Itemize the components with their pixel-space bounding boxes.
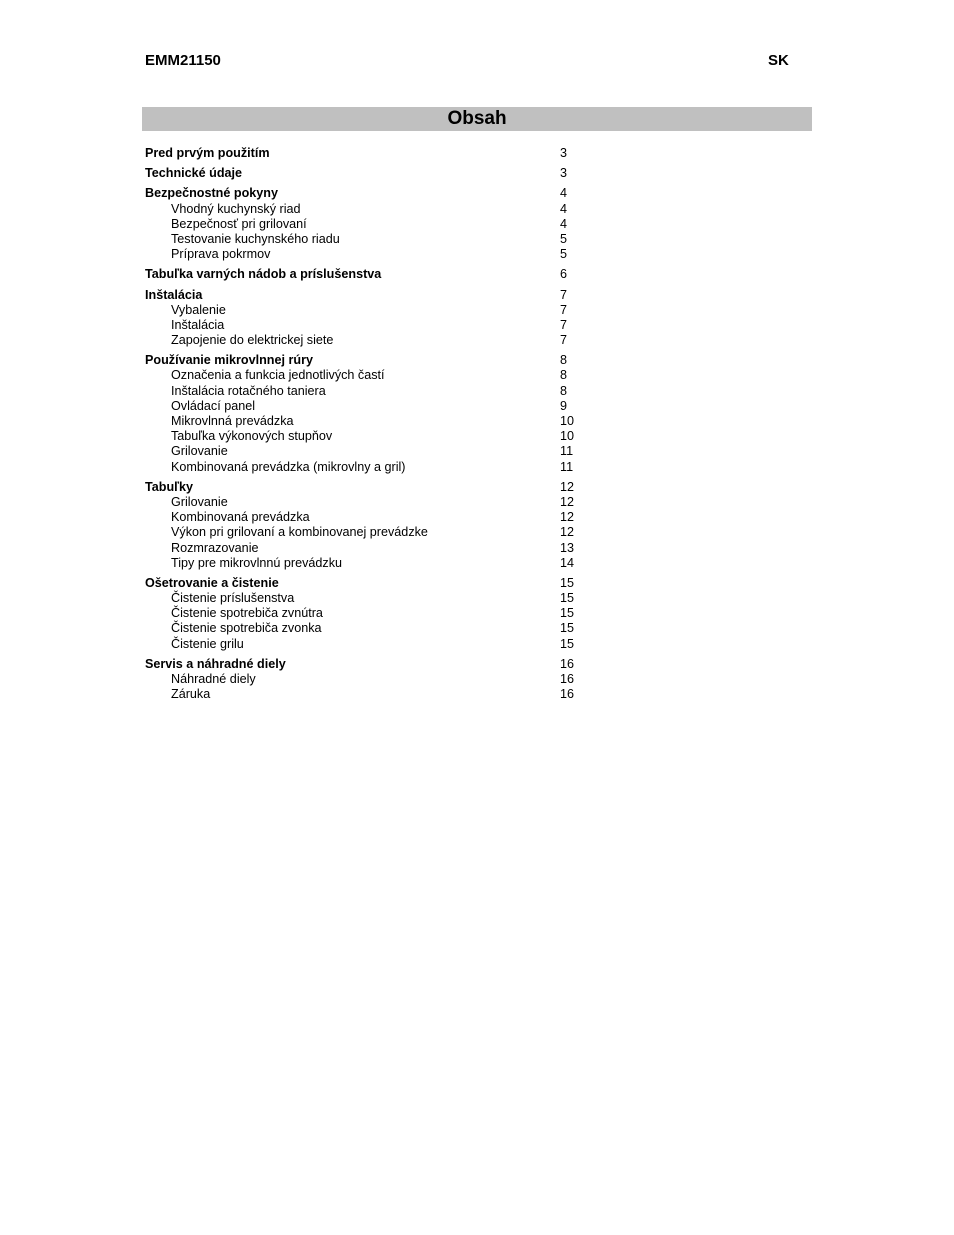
toc-subentry bbox=[145, 637, 585, 652]
toc-subentry bbox=[145, 202, 585, 217]
toc-subentry bbox=[145, 232, 585, 247]
toc-entry-label: Výkon pri grilovaní a kombinovanej prevádzke bbox=[171, 525, 428, 540]
toc-entry-label: Tabuľka varných nádob a príslušenstva bbox=[145, 267, 382, 282]
toc-subentry bbox=[145, 460, 585, 475]
toc-page-number: 5 bbox=[560, 247, 568, 262]
toc-page-number: 4 bbox=[560, 186, 568, 201]
toc-page-number: 12 bbox=[560, 525, 575, 540]
toc-entry-label: Ošetrovanie a čistenie bbox=[145, 575, 279, 590]
toc-entry-label: Používanie mikrovlnnej rúry bbox=[145, 353, 313, 368]
toc-subentry bbox=[145, 444, 585, 459]
toc-page-number: 11 bbox=[560, 459, 574, 474]
toc-page-number: 10 bbox=[560, 429, 575, 444]
toc-page-number: 12 bbox=[560, 510, 575, 525]
toc-section bbox=[145, 576, 585, 652]
toc-entry-label: Označenia a funkcia jednotlivých častí bbox=[171, 368, 385, 383]
toc-page-number: 11 bbox=[560, 444, 574, 459]
toc-page-number: 15 bbox=[560, 621, 575, 636]
toc-page-number: 16 bbox=[560, 672, 575, 686]
toc-entry-label: Inštalácia rotačného taniera bbox=[171, 383, 326, 398]
toc-page-number: 15 bbox=[560, 636, 575, 651]
toc-section bbox=[145, 166, 585, 181]
toc-page-number: 12 bbox=[560, 494, 575, 509]
toc-subentry bbox=[145, 687, 585, 702]
toc-section bbox=[145, 353, 585, 475]
toc-section-heading bbox=[145, 576, 585, 591]
model-number: EMM21150 bbox=[145, 52, 221, 69]
toc-subentry bbox=[145, 384, 585, 399]
toc-entry-label: Tabuľky bbox=[145, 479, 194, 494]
toc-page-number: 7 bbox=[560, 302, 568, 317]
toc-section bbox=[145, 267, 585, 282]
toc-page-number: 15 bbox=[560, 591, 575, 606]
toc-page-number: 3 bbox=[560, 146, 568, 160]
toc-section bbox=[145, 480, 585, 571]
toc-section-heading bbox=[145, 186, 585, 201]
toc-section-heading bbox=[145, 267, 585, 282]
toc-page-number: 12 bbox=[560, 479, 575, 494]
toc-section-heading bbox=[145, 353, 585, 368]
toc-entry-label: Vhodný kuchynský riad bbox=[171, 201, 301, 216]
toc-page-number: 16 bbox=[560, 656, 575, 671]
toc-page-number: 8 bbox=[560, 383, 568, 398]
toc-entry-label: Čistenie spotrebiča zvonka bbox=[171, 621, 322, 636]
toc-section bbox=[145, 146, 585, 161]
toc-entry-label: Technické údaje bbox=[145, 166, 243, 181]
toc-entry-label: Grilovanie bbox=[171, 444, 228, 459]
toc-entry-label: Príprava pokrmov bbox=[171, 247, 271, 262]
table-of-contents bbox=[145, 146, 585, 707]
toc-entry-label: Bezpečnosť pri grilovaní bbox=[171, 216, 307, 231]
toc-section-heading bbox=[145, 166, 585, 181]
toc-page-number: 3 bbox=[560, 166, 568, 181]
language-code: SK bbox=[768, 52, 789, 69]
toc-page-number: 7 bbox=[560, 333, 568, 348]
toc-page-number: 14 bbox=[560, 555, 575, 570]
toc-entry-label: Vybalenie bbox=[171, 302, 226, 317]
toc-section bbox=[145, 657, 585, 703]
toc-entry-label: Kombinovaná prevádzka (mikrovlny a gril) bbox=[171, 459, 406, 474]
toc-section-heading bbox=[145, 480, 585, 495]
toc-entry-label: Grilovanie bbox=[171, 494, 228, 509]
contents-title: Obsah bbox=[142, 107, 812, 131]
toc-entry-label: Servis a náhradné diely bbox=[145, 656, 286, 671]
toc-subentry bbox=[145, 525, 585, 540]
toc-page-number: 7 bbox=[560, 287, 568, 302]
toc-entry-label: Tabuľka výkonových stupňov bbox=[171, 429, 333, 444]
toc-subentry bbox=[145, 333, 585, 348]
toc-entry-label: Čistenie grilu bbox=[171, 636, 244, 651]
toc-page-number: 13 bbox=[560, 540, 575, 555]
toc-entry-label: Inštalácia bbox=[145, 287, 203, 302]
toc-subentry bbox=[145, 510, 585, 525]
toc-subentry bbox=[145, 303, 585, 318]
toc-entry-label: Ovládací panel bbox=[171, 398, 256, 413]
toc-page-number: 16 bbox=[560, 687, 575, 702]
toc-subentry bbox=[145, 621, 585, 636]
toc-subentry bbox=[145, 429, 585, 444]
toc-subentry bbox=[145, 399, 585, 414]
toc-subentry bbox=[145, 247, 585, 262]
toc-entry-label: Čistenie spotrebiča zvnútra bbox=[171, 606, 323, 621]
toc-entry-label: Mikrovlnná prevádzka bbox=[171, 414, 294, 428]
toc-page-number: 4 bbox=[560, 201, 568, 216]
toc-subentry bbox=[145, 217, 585, 232]
toc-subentry bbox=[145, 672, 585, 687]
toc-entry-label: Inštalácia bbox=[171, 317, 225, 332]
toc-entry-label: Tipy pre mikrovlnnú prevádzku bbox=[171, 555, 343, 570]
toc-page-number: 10 bbox=[560, 414, 575, 428]
toc-page-number: 7 bbox=[560, 317, 568, 332]
toc-section-heading bbox=[145, 657, 585, 672]
toc-section bbox=[145, 288, 585, 349]
toc-page-number: 8 bbox=[560, 368, 568, 383]
toc-subentry bbox=[145, 495, 585, 510]
toc-page-number: 15 bbox=[560, 606, 575, 621]
toc-entry-label: Čistenie príslušenstva bbox=[171, 591, 295, 606]
toc-entry-label: Testovanie kuchynského riadu bbox=[171, 231, 340, 246]
toc-entry-label: Rozmrazovanie bbox=[171, 540, 259, 555]
toc-entry-label: Náhradné diely bbox=[171, 672, 256, 686]
toc-entry-label: Pred prvým použitím bbox=[145, 146, 270, 160]
toc-page-number: 15 bbox=[560, 575, 575, 590]
toc-subentry bbox=[145, 318, 585, 333]
toc-page-number: 8 bbox=[560, 353, 568, 368]
toc-subentry bbox=[145, 606, 585, 621]
toc-subentry bbox=[145, 368, 585, 383]
toc-section-heading bbox=[145, 146, 585, 161]
toc-page-number: 4 bbox=[560, 216, 568, 231]
toc-subentry bbox=[145, 541, 585, 556]
toc-entry-label: Bezpečnostné pokyny bbox=[145, 186, 278, 201]
toc-subentry bbox=[145, 591, 585, 606]
toc-entry-label: Záruka bbox=[171, 687, 211, 702]
toc-page-number: 9 bbox=[560, 398, 568, 413]
toc-entry-label: Kombinovaná prevádzka bbox=[171, 510, 310, 525]
toc-page-number: 6 bbox=[560, 267, 568, 282]
toc-subentry bbox=[145, 414, 585, 429]
toc-subentry bbox=[145, 556, 585, 571]
toc-page-number: 5 bbox=[560, 231, 568, 246]
toc-entry-label: Zapojenie do elektrickej siete bbox=[171, 333, 334, 348]
toc-section bbox=[145, 186, 585, 262]
toc-section-heading bbox=[145, 288, 585, 303]
